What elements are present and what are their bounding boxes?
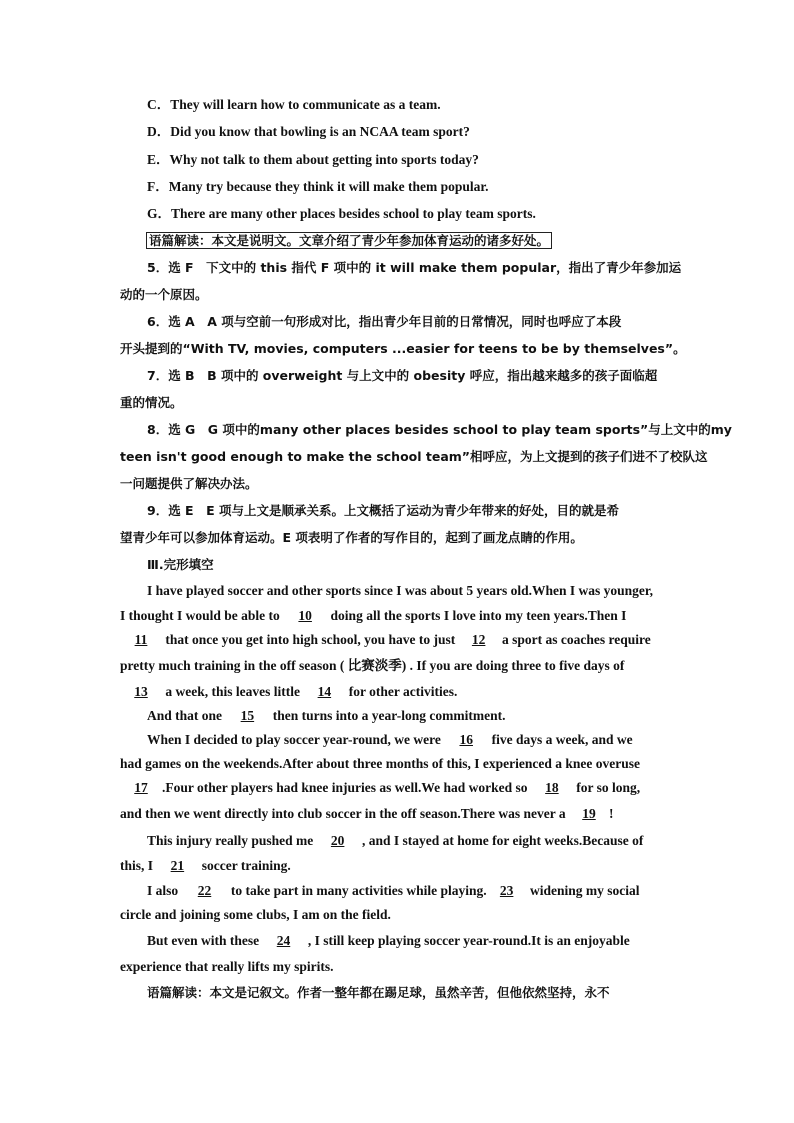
text: When I decided to play soccer year-round, we were: [147, 732, 445, 747]
analysis-box: [146, 232, 552, 250]
passage-p4-line1: [147, 832, 643, 850]
section-title: Ⅲ.完形填空: [147, 557, 214, 572]
text: , I still keep playing soccer year-round.It is an enjoyable: [304, 933, 630, 948]
blank-23[interactable]: 23: [499, 883, 514, 898]
blank-20[interactable]: 20: [330, 833, 345, 848]
passage-p4-line2: [120, 857, 291, 875]
option-e: E．Why not talk to them about getting into sports today?: [147, 152, 479, 167]
text: and then we went directly into club soccer in the off season.There was never a: [120, 806, 569, 821]
text: But even with these: [147, 933, 263, 948]
text: widening my social: [526, 883, 640, 898]
answer-8-line3: 一问题提供了解决办法。: [120, 476, 258, 491]
analysis-2: 语篇解读：本文是记叙文。作者一整年都在踢足球，虽然辛苦，但他依然坚持，永不: [147, 985, 610, 1000]
blank-17[interactable]: 17: [134, 780, 148, 795]
text: soccer training.: [198, 858, 291, 873]
blank-19[interactable]: 19: [582, 806, 596, 821]
blank-16[interactable]: 16: [459, 732, 473, 747]
text: I also: [147, 883, 182, 898]
option-g: G．There are many other places besides school to play team sports.: [147, 206, 536, 221]
passage-p3-line2: had games on the weekends.After about three months of this, I experienced a knee overuse: [120, 756, 640, 771]
passage-p6-line1: [147, 932, 630, 950]
passage-p3-line1: [147, 731, 633, 749]
answer-9-line1: 9．选 E E 项与上文是顺承关系。上文概括了运动为青少年带来的好处，目的就是希: [147, 503, 619, 518]
answer-7-line1: 7．选 B B 项中的 overweight 与上文中的 obesity 呼应，指出越来越多的孩子面临超: [147, 368, 658, 383]
passage-p6-line2: experience that really lifts my spirits.: [120, 959, 334, 974]
passage-p5-line2: circle and joining some clubs, I am on the field.: [120, 907, 391, 922]
blank-14[interactable]: 14: [317, 684, 332, 699]
text: .Four other players had knee injuries as well.We had worked so: [162, 780, 531, 795]
answer-5-line1: 5．选 F 下文中的 this 指代 F 项中的 it will make them popular，指出了青少年参加运: [147, 260, 682, 275]
text: for other activities.: [345, 684, 458, 699]
blank-12[interactable]: 12: [471, 632, 486, 647]
text: to take part in many activities while playing.: [227, 883, 487, 898]
blank-13[interactable]: 13: [134, 684, 148, 699]
option-c: C．They will learn how to communicate as a team.: [147, 97, 441, 112]
answer-6-line2: 开头提到的“With TV, movies, computers ...easier for teens to be by themselves”。: [120, 341, 686, 356]
answer-8-line2: teen isn't good enough to make the school team”相呼应，为上文提到的孩子们进不了校队这: [120, 449, 708, 464]
text: this, I: [120, 858, 157, 873]
passage-p1-line2: [120, 607, 626, 625]
blank-11[interactable]: 11: [134, 632, 148, 647]
text: then turns into a year-long commitment.: [269, 708, 506, 723]
text: And that one: [147, 708, 226, 723]
text: , and I stayed at home for eight weeks.Because of: [358, 833, 644, 848]
answer-6-line1: 6．选 A A 项与空前一句形成对比，指出青少年目前的日常情况，同时也呼应了本段: [147, 314, 622, 329]
option-d: D．Did you know that bowling is an NCAA team sport?: [147, 124, 470, 139]
passage-p1-line1: I have played soccer and other sports since I was about 5 years old.When I was younger,: [147, 583, 654, 598]
text: five days a week, and we: [488, 732, 633, 747]
passage-p5-line1: [147, 882, 640, 900]
blank-15[interactable]: 15: [240, 708, 255, 723]
passage-p3-line3: [120, 779, 640, 797]
text: a sport as coaches require: [498, 632, 651, 647]
blank-18[interactable]: 18: [545, 780, 559, 795]
blank-10[interactable]: 10: [298, 608, 312, 623]
analysis-text: 语篇解读：本文是说明文。文章介绍了青少年参加体育运动的诸多好处。: [146, 232, 552, 249]
text: I thought I would be able to: [120, 608, 284, 623]
passage-p1-line3: [120, 631, 651, 649]
text: !: [608, 806, 614, 821]
text: that once you get into high school, you have to just: [162, 632, 459, 647]
passage-p3-line4: [120, 805, 613, 823]
answer-5-line2: 动的一个原因。: [120, 287, 208, 302]
blank-24[interactable]: 24: [276, 933, 291, 948]
passage-p1-line5: [120, 683, 457, 701]
text: a week, this leaves little: [162, 684, 304, 699]
passage-p2: [147, 707, 506, 725]
answer-7-line2: 重的情况。: [120, 395, 183, 410]
answer-8-line1: 8．选 G G 项中的many other places besides school to play team sports”与上文中的my: [147, 422, 732, 437]
text: This injury really pushed me: [147, 833, 317, 848]
passage-p1-line4: pretty much training in the off season ( 比赛淡季) . If you are doing three to five days of: [120, 658, 625, 673]
blank-21[interactable]: 21: [170, 858, 185, 873]
text: for so long,: [572, 780, 641, 795]
option-f: F．Many try because they think it will make them popular.: [147, 179, 489, 194]
answer-9-line2: 望青少年可以参加体育运动。E 项表明了作者的写作目的，起到了画龙点睛的作用。: [120, 530, 583, 545]
text: doing all the sports I love into my teen years.Then I: [327, 608, 627, 623]
blank-22[interactable]: 22: [197, 883, 212, 898]
